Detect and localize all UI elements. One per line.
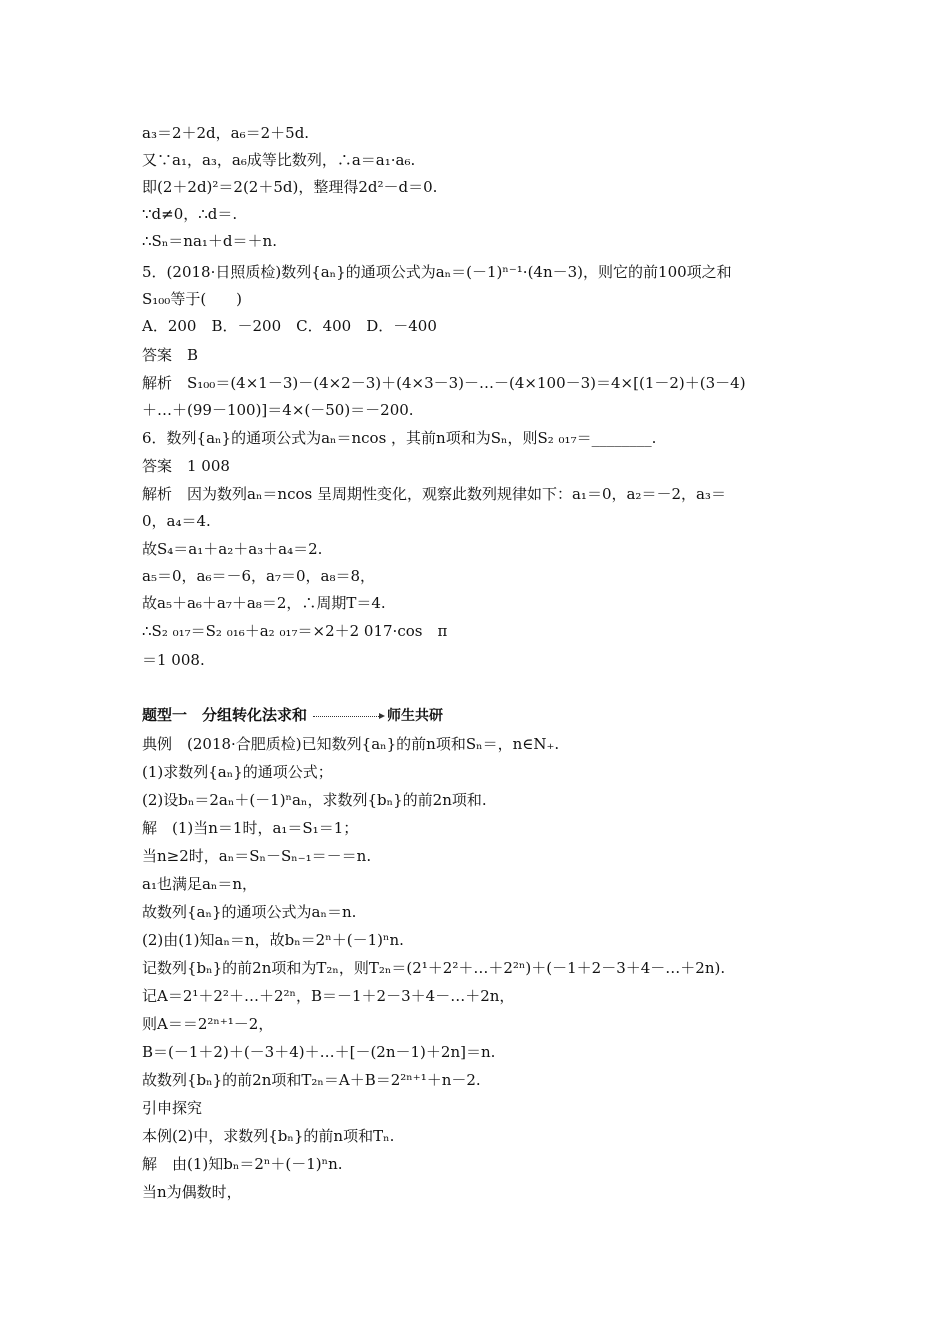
text-line: 典例 (2018·合肥质检)已知数列{aₙ}的前n项和Sₙ＝，n∈N₊. — [142, 735, 560, 753]
text-line: 答案 B — [142, 346, 199, 364]
text-line: 解 (1)当n＝1时，a₁＝S₁＝1； — [142, 819, 359, 837]
text-line: a₁也满足aₙ＝n， — [142, 875, 258, 893]
text-line: (2)设bₙ＝2aₙ＋(－1)ⁿaₙ，求数列{bₙ}的前2n项和. — [142, 791, 487, 809]
section-title: 题型一 分组转化法求和 — [142, 706, 308, 724]
text-line: S₁₀₀等于( ) — [142, 290, 243, 308]
text-line: A．200 B．－200 C．400 D．－400 — [142, 317, 437, 335]
section-heading — [142, 705, 443, 725]
text-line: 即(2＋2d)²＝2(2＋5d)，整理得2d²－d＝0. — [142, 178, 438, 196]
text-line: 引申探究 — [142, 1099, 203, 1117]
arrow-icon — [313, 716, 383, 717]
text-line: ＝1 008. — [142, 651, 205, 669]
text-line: 6．数列{aₙ}的通项公式为aₙ＝ncos ，其前n项和为Sₙ，则S₂ ₀₁₇＝________. — [142, 429, 657, 447]
text-line: ∴S₂ ₀₁₇＝S₂ ₀₁₆＋a₂ ₀₁₇＝×2＋2 017·cos π — [142, 622, 448, 640]
text-line: ∴Sₙ＝na₁＋d＝＋n. — [142, 232, 277, 250]
text-line: 故S₄＝a₁＋a₂＋a₃＋a₄＝2. — [142, 540, 323, 558]
text-line: 当n为偶数时， — [142, 1183, 242, 1201]
text-line: 记数列{bₙ}的前2n项和为T₂ₙ，则T₂ₙ＝(2¹＋2²＋…＋2²ⁿ)＋(－1＋2－3＋4－…＋2n). — [142, 959, 726, 977]
text-line: 解析 因为数列aₙ＝ncos 呈周期性变化，观察此数列规律如下：a₁＝0，a₂＝－2，a₃＝ — [142, 485, 726, 503]
text-line: 记A＝2¹＋2²＋…＋2²ⁿ，B＝－1＋2－3＋4－…＋2n， — [142, 987, 515, 1005]
text-line: 故数列{aₙ}的通项公式为aₙ＝n. — [142, 903, 357, 921]
text-line: 本例(2)中，求数列{bₙ}的前n项和Tₙ. — [142, 1127, 395, 1145]
text-line: 解析 S₁₀₀＝(4×1－3)－(4×2－3)＋(4×3－3)－…－(4×100－3)＝4×[(1－2)＋(3－4) — [142, 374, 746, 392]
text-line: 则A＝＝2²ⁿ⁺¹－2， — [142, 1015, 274, 1033]
text-line: (1)求数列{aₙ}的通项公式； — [142, 763, 333, 781]
section-tag: 师生共研 — [387, 708, 444, 724]
text-line: 0，a₄＝4. — [142, 512, 211, 530]
text-line: 故a₅＋a₆＋a₇＋a₈＝2，∴周期T＝4. — [142, 594, 386, 612]
text-line: 当n≥2时，aₙ＝Sₙ－Sₙ₋₁＝－＝n. — [142, 847, 372, 865]
text-line: B＝(－1＋2)＋(－3＋4)＋…＋[－(2n－1)＋2n]＝n. — [142, 1043, 496, 1061]
text-line: ＋…＋(99－100)]＝4×(－50)＝－200. — [142, 401, 414, 419]
text-line: 解 由(1)知bₙ＝2ⁿ＋(－1)ⁿn. — [142, 1155, 343, 1173]
text-line: 又∵a₁，a₃，a₆成等比数列，∴a＝a₁·a₆. — [142, 151, 416, 169]
text-line: ∵d≠0，∴d＝. — [142, 205, 238, 223]
text-line: 故数列{bₙ}的前2n项和T₂ₙ＝A＋B＝2²ⁿ⁺¹＋n－2. — [142, 1071, 481, 1089]
text-line: (2)由(1)知aₙ＝n，故bₙ＝2ⁿ＋(－1)ⁿn. — [142, 931, 404, 949]
text-line: 5．(2018·日照质检)数列{aₙ}的通项公式为aₙ＝(－1)ⁿ⁻¹·(4n－3)，则它的前100项之和 — [142, 263, 732, 281]
text-line: a₃＝2＋2d，a₆＝2＋5d. — [142, 124, 310, 142]
text-line: 答案 1 008 — [142, 457, 230, 475]
text-line: a₅＝0，a₆＝－6，a₇＝0，a₈＝8， — [142, 567, 375, 585]
